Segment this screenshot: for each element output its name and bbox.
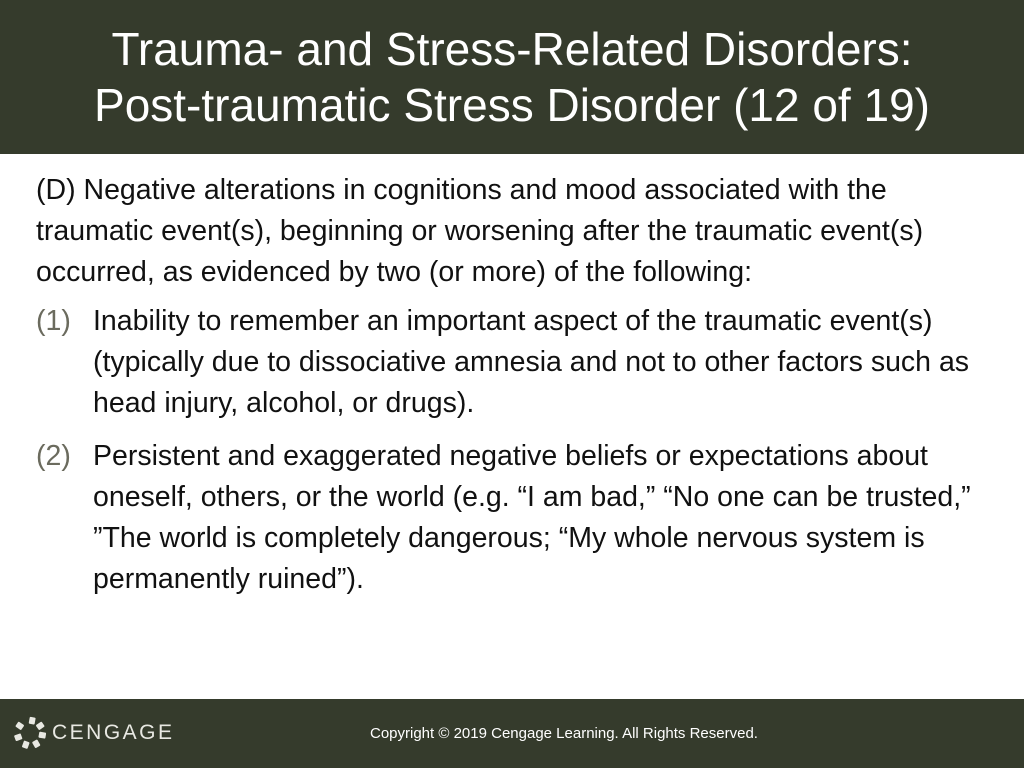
slide-body <box>36 170 988 612</box>
footer-bar <box>0 699 1024 768</box>
cengage-logo <box>14 716 175 750</box>
cengage-starburst-icon <box>14 716 46 750</box>
list-item <box>36 301 988 424</box>
title-bar <box>0 0 1024 154</box>
list-item-number: (2) <box>36 440 71 472</box>
logo-wordmark: CENGAGE <box>52 721 175 744</box>
list-item-text: Inability to remember an important aspect of the traumatic event(s) (typically due to dissociative amnesia and not to other factors such as head injury, alcohol, or drugs). <box>93 305 970 419</box>
list-item-number: (1) <box>36 305 71 337</box>
list-item-text: Persistent and exaggerated negative beliefs or expectations about oneself, others, or the world (e.g. “I am bad,” “No one can be trusted,” ”The world is completely dangerous; “My whole nervous system is permanently ruined”). <box>93 440 971 595</box>
slide-title-line-1: Trauma- and Stress-Related Disorders: <box>111 23 913 75</box>
copyright-text: Copyright © 2019 Cengage Learning. All Rights Reserved. <box>370 725 758 742</box>
intro-paragraph: (D) Negative alterations in cognitions and mood associated with the traumatic event(s), beginning or worsening after the traumatic event(s) occurred, as evidenced by two (or more) of the following: <box>36 174 924 288</box>
slide-title-line-2: Post-traumatic Stress Disorder (12 of 19) <box>94 79 930 131</box>
list-item <box>36 436 988 600</box>
